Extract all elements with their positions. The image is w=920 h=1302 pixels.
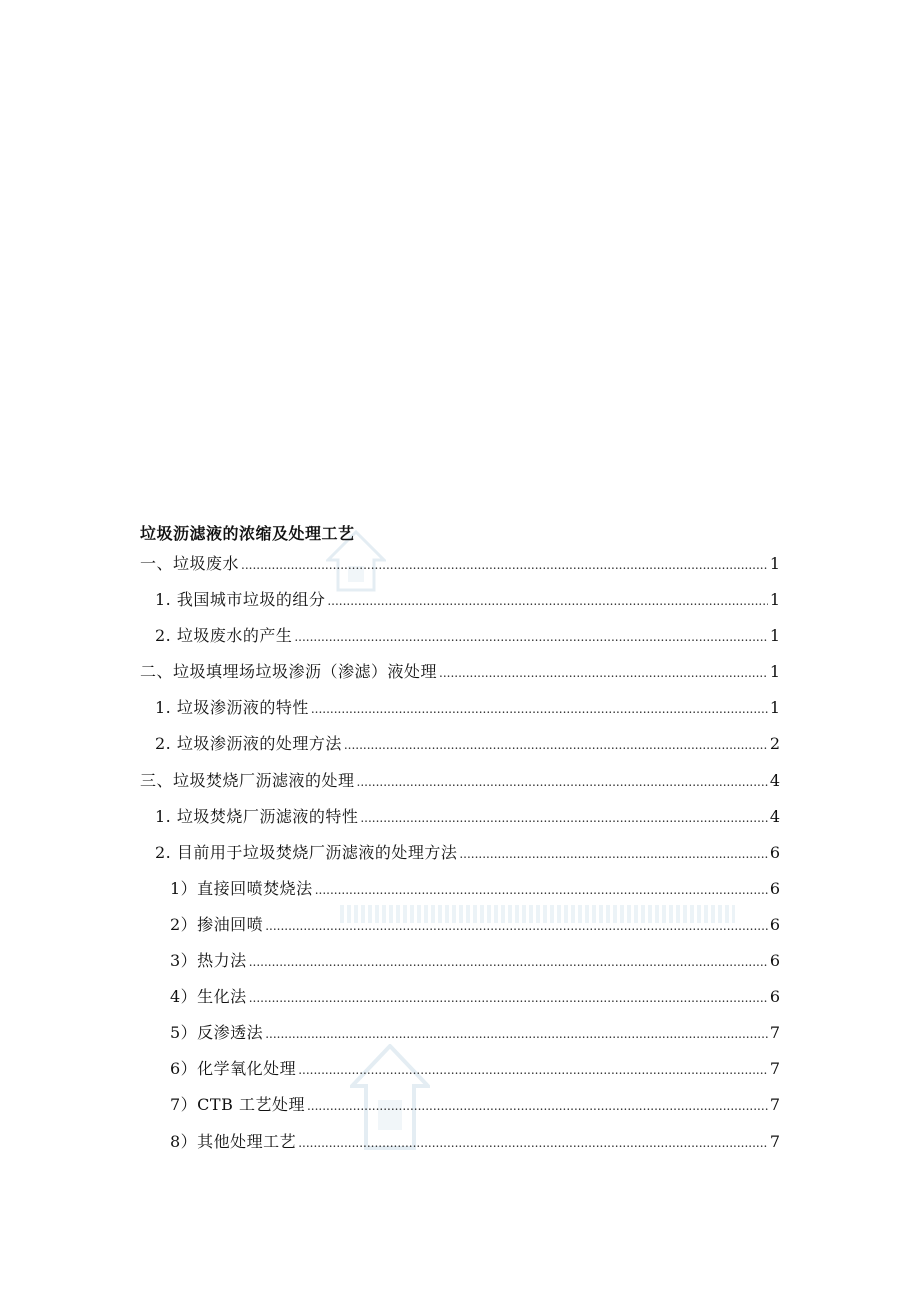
- toc-entry-label: 2. 垃圾渗沥液的处理方法: [155, 734, 342, 754]
- toc-entry-label: 1）直接回喷焚烧法: [170, 878, 313, 898]
- toc-entry-label: 6）化学氧化处理: [170, 1059, 297, 1079]
- toc-entry-page-number: 6: [769, 951, 780, 971]
- toc-entry[interactable]: [140, 582, 780, 618]
- toc-entry-label: 5）反渗透法: [170, 1023, 264, 1043]
- toc-dot-leader: [249, 944, 768, 980]
- toc-entry-page-number: 2: [769, 734, 780, 754]
- toc-entry-label: 7）CTB 工艺处理: [170, 1095, 305, 1115]
- toc-entry-page-number: 7: [769, 1095, 780, 1115]
- toc-entry-page-number: 6: [769, 878, 780, 898]
- toc-dot-leader: [327, 583, 767, 619]
- toc-entry-page-number: 6: [769, 914, 780, 934]
- toc-entry-label: 一、垃圾废水: [140, 554, 240, 573]
- toc-entry-label: 2. 垃圾废水的产生: [155, 626, 293, 646]
- toc-entry-label: 4）生化法: [170, 987, 247, 1007]
- toc-title: 垃圾沥滤液的浓缩及处理工艺: [140, 524, 355, 543]
- toc-entry[interactable]: [140, 979, 780, 1015]
- toc-dot-leader: [265, 1016, 768, 1052]
- toc-entry[interactable]: [140, 907, 780, 943]
- toc-entry-page-number: 1: [769, 590, 780, 610]
- toc-entry-page-number: 1: [769, 626, 780, 646]
- toc-entry-label: 1. 垃圾渗沥液的特性: [155, 698, 309, 718]
- toc-entry-label: 二、垃圾填埋场垃圾渗沥（渗滤）液处理: [140, 662, 438, 682]
- toc-entry[interactable]: [140, 1051, 780, 1087]
- toc-dot-leader: [241, 547, 768, 583]
- toc-entry-page-number: 1: [769, 662, 780, 682]
- toc-entry[interactable]: [140, 1015, 780, 1051]
- toc-entry-label: 8）其他处理工艺: [170, 1131, 297, 1151]
- toc-dot-leader: [315, 872, 768, 908]
- toc-entry-page-number: 1: [769, 698, 780, 718]
- toc-list: [140, 546, 780, 1160]
- toc-entry-page-number: 7: [769, 1023, 780, 1043]
- toc-entry-label: 3）热力法: [170, 951, 247, 971]
- toc-entry[interactable]: [140, 799, 780, 835]
- toc-dot-leader: [311, 691, 768, 727]
- toc-entry-label: 2）掺油回喷: [170, 914, 264, 934]
- toc-entry[interactable]: [140, 943, 780, 979]
- toc-entry[interactable]: [140, 546, 780, 582]
- toc-dot-leader: [344, 727, 768, 763]
- toc-entry[interactable]: [140, 871, 780, 907]
- toc-entry[interactable]: [140, 654, 780, 690]
- toc-entry-label: 三、垃圾焚烧厂沥滤液的处理: [140, 770, 355, 790]
- toc-dot-leader: [265, 908, 768, 944]
- toc-entry[interactable]: [140, 618, 780, 654]
- toc-entry[interactable]: [140, 835, 780, 871]
- toc-entry-page-number: 7: [769, 1131, 780, 1151]
- toc-entry-label: 1. 垃圾焚烧厂沥滤液的特性: [155, 806, 359, 826]
- toc-dot-leader: [360, 800, 767, 836]
- toc-dot-leader: [298, 1125, 768, 1161]
- toc-dot-leader: [357, 764, 768, 800]
- toc-entry-page-number: 4: [769, 770, 780, 790]
- toc-entry[interactable]: [140, 763, 780, 799]
- toc-dot-leader: [459, 836, 767, 872]
- toc-entry[interactable]: [140, 1087, 780, 1123]
- table-of-contents: [140, 522, 780, 1160]
- toc-entry[interactable]: [140, 690, 780, 726]
- toc-dot-leader: [307, 1088, 768, 1124]
- toc-dot-leader: [439, 655, 768, 691]
- toc-dot-leader: [249, 980, 768, 1016]
- toc-entry-page-number: 1: [769, 554, 780, 573]
- toc-entry-label: 2. 目前用于垃圾焚烧厂沥滤液的处理方法: [155, 842, 458, 862]
- toc-entry-page-number: 4: [769, 806, 780, 826]
- toc-entry[interactable]: [140, 1124, 780, 1160]
- toc-entry-label: 1. 我国城市垃圾的组分: [155, 590, 326, 610]
- toc-entry-page-number: 7: [769, 1059, 780, 1079]
- toc-dot-leader: [298, 1052, 768, 1088]
- toc-entry[interactable]: [140, 726, 780, 762]
- toc-entry-page-number: 6: [769, 842, 780, 862]
- toc-dot-leader: [294, 619, 767, 655]
- toc-entry-page-number: 6: [769, 987, 780, 1007]
